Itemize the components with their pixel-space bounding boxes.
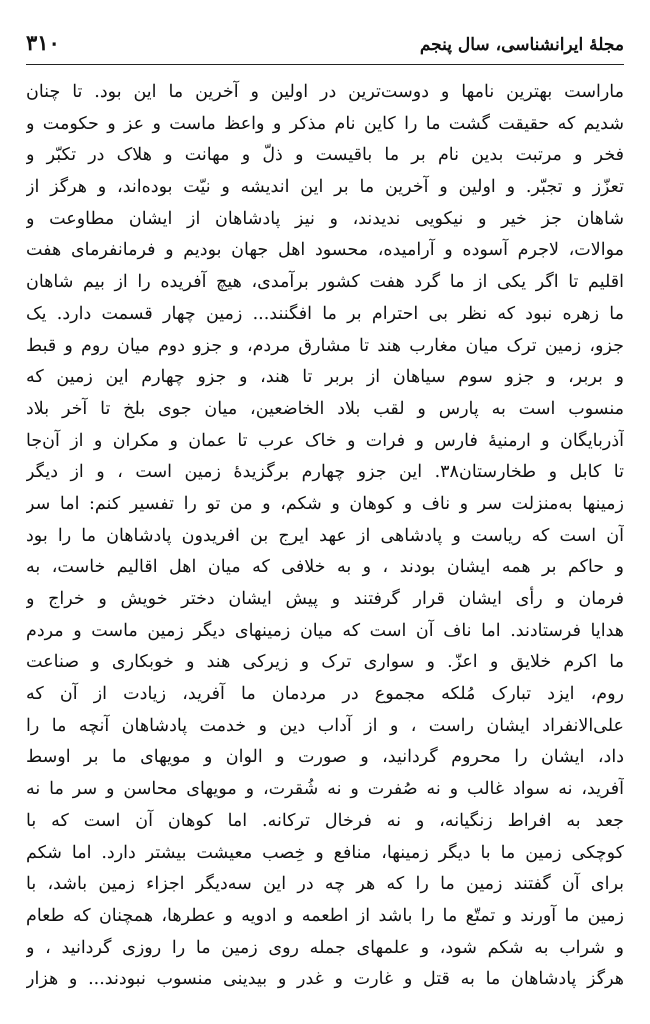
text-line: زمینها به‌منزلت سر و ناف و کوهان و شکم، و من تو را تفسیر کنم: اما سر <box>26 493 624 514</box>
running-head: مجلهٔ ایرانشناسی، سال پنجم <box>419 35 624 55</box>
text-line: هرگز پادشاهان ما به قتل و غارت و غدر و بیدینی منسوب نبودند... و هزار <box>26 969 624 990</box>
text-line: موالات، لاجرم آسوده و آرامیده، محسود اهل جهان بودیم و فرمانفرمای هفت <box>26 240 624 261</box>
text-line: تعزّز و تجبّر. و اولین و آخرین ما بر این اندیشه و نیّت بوده‌اند، و هرگز از <box>26 177 624 198</box>
text-line: آن است که ریاست و پادشاهی از عهد ایرج بن افریدون پادشاهان ما را بود <box>26 525 624 546</box>
text-line: برای آن گفتند زمین ما را که هر چه در این سه‌دیگر اجزاء زمین باشد، با <box>26 874 624 895</box>
text-line: کوچکی زمین ما با دیگر زمینها، منافع و خِصب معیشت بیشتر دارد. اما شکم <box>26 842 624 863</box>
page-header <box>26 30 624 65</box>
text-line: شدیم که حقیقت گشت ما را کاین نام مذکر و واعظ ماست و عز و حکومت و <box>26 113 624 134</box>
text-line: ما زهره نبود که نظر بی احترام بر ما افگنند... زمین چهار قسمت دارد. یک <box>26 303 624 324</box>
text-line: ما اکرم خلایق و اعزّ. و سواری ترک و زیرکی هند و خوبکاری و صناعت <box>26 652 624 673</box>
body-text <box>26 77 624 996</box>
text-line: و حاکم بر همه ایشان بودند ، و به خلافی که میان اهل اقالیم خاست، به <box>26 557 624 578</box>
text-line: فخر و مرتبت بدین نام بر ما باقیست و ذلّ و مهانت و هلاک در تکبّر و <box>26 145 624 166</box>
book-page <box>26 30 624 996</box>
page-number: ۳۱۰ <box>26 30 60 55</box>
text-line: منسوب است به پارس و لقب بلاد الخاضعین، میان جوی بلخ تا آخر بلاد <box>26 398 624 419</box>
text-line: آذربایگان و ارمنیهٔ فارس و فرات و خاک عرب تا عمان و مکران و از آن‌جا <box>26 430 624 451</box>
text-line: تا کابل و طخارستان۳۸. این جزو چهارم برگزیدهٔ زمین است ، و از دیگر <box>26 462 624 483</box>
text-line: جعد به افراط زنگیانه، و نه فرخال ترکانه. اما کوهان آن است که با <box>26 810 624 831</box>
text-line: فرمان و رأی ایشان قرار گرفتند و پیش ایشان دختر خویش و خراج و <box>26 589 624 609</box>
text-line: داد، ایشان را محروم گردانید، و صورت و الوان و مویهای ما بر اوسط <box>26 747 624 768</box>
text-line: زمین ما آورند و تمتّع ما را باشد از اطعمه و ادویه و عطرها، همچنان که طعام <box>26 905 624 926</box>
text-line: هدایا فرستادند. اما ناف آن است که میان زمینهای دیگر زمین ماست و مردم <box>26 620 624 641</box>
text-line: شاهان جز خیر و نیکویی ندیدند، و نیز پادشاهان از ایشان مطاوعت و <box>26 208 624 229</box>
text-line: آفرید، نه سواد غالب و نه صُفرت و نه شُقرت، و مویهای محاسن و سر ما نه <box>26 779 624 800</box>
text-line: اقلیم تا اگر یکی از ما گرد هفت کشور برآمدی، هیچ آفریده را از بیم شاهان <box>26 272 624 293</box>
text-line: و شراب به شکم شود، و علمهای جمله روی زمین ما را روزی گردانید ، و <box>26 937 624 958</box>
text-line: جزو، زمین ترک میان مغارب هند تا مشارق مردم، و جزو دوم میان روم و قبط <box>26 335 624 356</box>
text-line: علی‌الانفراد ایشان راست ، و از آداب دین و خدمت پادشاهان آنچه ما را <box>26 715 624 736</box>
text-line: و بربر، و جزو سوم سیاهان از بربر تا هند، و جزو چهارم این زمین که <box>26 367 624 388</box>
text-line: روم، ایزد تبارک مُلکه مجموع در مردمان ما آفرید، زیادت از آن که <box>26 684 624 705</box>
text-line: ماراست بهترین نامها و دوست‌ترین در اولین و آخرین ما این بود. تا چنان <box>26 82 624 102</box>
